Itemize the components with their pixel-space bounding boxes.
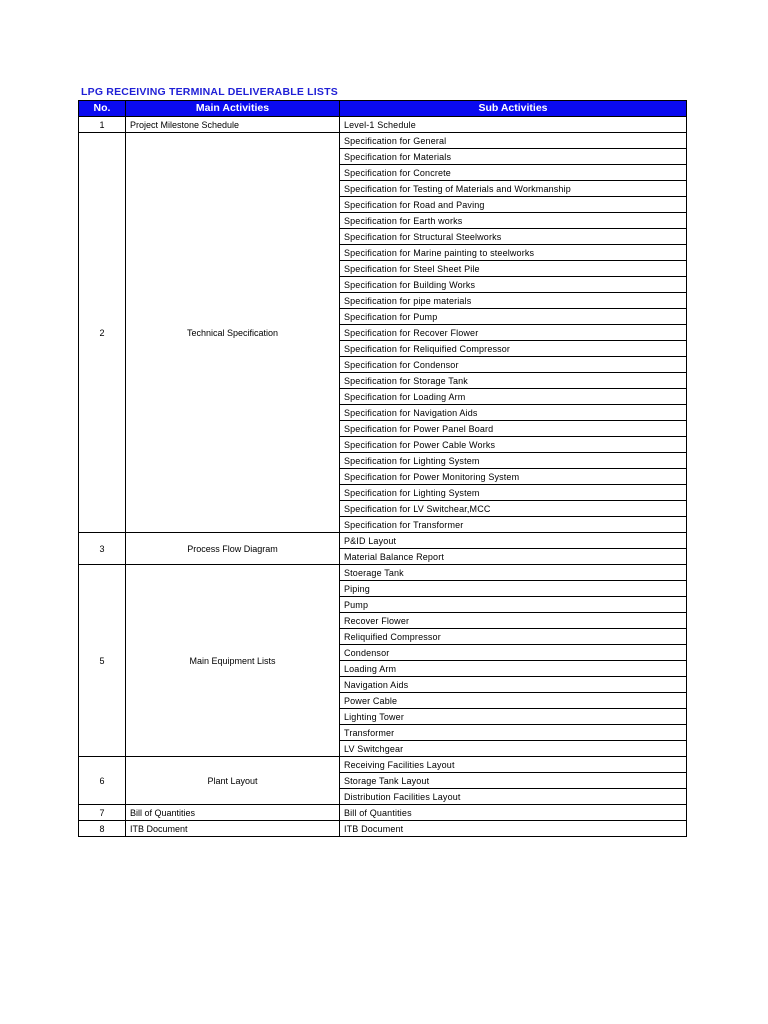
header-row bbox=[79, 101, 687, 117]
sub-activity: Specification for Transformer bbox=[340, 517, 687, 533]
sub-activity: Specification for Concrete bbox=[340, 165, 687, 181]
table-row bbox=[79, 533, 687, 549]
sub-activity: Specification for Steel Sheet Pile bbox=[340, 261, 687, 277]
sub-activity: Specification for Power Cable Works bbox=[340, 437, 687, 453]
sub-activity: Specification for Lighting System bbox=[340, 485, 687, 501]
sub-activity: Transformer bbox=[340, 725, 687, 741]
sub-activity: Specification for pipe materials bbox=[340, 293, 687, 309]
main-activity: Project Milestone Schedule bbox=[126, 117, 340, 133]
sub-activity: Specification for Structural Steelworks bbox=[340, 229, 687, 245]
header-no: No. bbox=[79, 101, 126, 117]
sub-activity: Specification for Power Panel Board bbox=[340, 421, 687, 437]
sub-activity: Lighting Tower bbox=[340, 709, 687, 725]
sub-activity: Specification for Lighting System bbox=[340, 453, 687, 469]
sub-activity: Stoerage Tank bbox=[340, 565, 687, 581]
sub-activity: Level-1 Schedule bbox=[340, 117, 687, 133]
sub-activity: Specification for Condensor bbox=[340, 357, 687, 373]
sub-activity: Specification for Earth works bbox=[340, 213, 687, 229]
row-number: 5 bbox=[79, 565, 126, 757]
sub-activity: Recover Flower bbox=[340, 613, 687, 629]
table-row bbox=[79, 805, 687, 821]
main-activity: Process Flow Diagram bbox=[126, 533, 340, 565]
sub-activity: ITB Document bbox=[340, 821, 687, 837]
sub-activity: Specification for Storage Tank bbox=[340, 373, 687, 389]
sub-activity: Specification for Pump bbox=[340, 309, 687, 325]
row-number: 8 bbox=[79, 821, 126, 837]
row-number: 1 bbox=[79, 117, 126, 133]
sub-activity: Specification for Navigation Aids bbox=[340, 405, 687, 421]
sub-activity: Specification for General bbox=[340, 133, 687, 149]
sub-activity: Specification for Power Monitoring System bbox=[340, 469, 687, 485]
sub-activity: Specification for Testing of Materials and Workmanship bbox=[340, 181, 687, 197]
sub-activity: Reliquified Compressor bbox=[340, 629, 687, 645]
sub-activity: Condensor bbox=[340, 645, 687, 661]
main-activity: Plant Layout bbox=[126, 757, 340, 805]
sub-activity: LV Switchgear bbox=[340, 741, 687, 757]
sub-activity: Loading Arm bbox=[340, 661, 687, 677]
sub-activity: P&ID Layout bbox=[340, 533, 687, 549]
sub-activity: Material Balance Report bbox=[340, 549, 687, 565]
header-main-activities: Main Activities bbox=[126, 101, 340, 117]
table-row bbox=[79, 133, 687, 149]
document-title: LPG RECEIVING TERMINAL DELIVERABLE LISTS bbox=[81, 86, 338, 98]
sub-activity: Piping bbox=[340, 581, 687, 597]
sub-activity: Specification for Materials bbox=[340, 149, 687, 165]
row-number: 7 bbox=[79, 805, 126, 821]
sub-activity: Power Cable bbox=[340, 693, 687, 709]
table-row bbox=[79, 565, 687, 581]
row-number: 3 bbox=[79, 533, 126, 565]
row-number: 6 bbox=[79, 757, 126, 805]
table-header bbox=[79, 101, 687, 117]
main-activity: ITB Document bbox=[126, 821, 340, 837]
sub-activity: Specification for Reliquified Compressor bbox=[340, 341, 687, 357]
header-sub-activities: Sub Activities bbox=[340, 101, 687, 117]
row-number: 2 bbox=[79, 133, 126, 533]
sub-activity: Bill of Quantities bbox=[340, 805, 687, 821]
sub-activity: Specification for Recover Flower bbox=[340, 325, 687, 341]
table-body bbox=[79, 117, 687, 837]
table-row bbox=[79, 757, 687, 773]
sub-activity: Pump bbox=[340, 597, 687, 613]
sub-activity: Specification for Marine painting to steelworks bbox=[340, 245, 687, 261]
sub-activity: Navigation Aids bbox=[340, 677, 687, 693]
sub-activity: Storage Tank Layout bbox=[340, 773, 687, 789]
main-activity: Main Equipment Lists bbox=[126, 565, 340, 757]
sub-activity: Receiving Facilities Layout bbox=[340, 757, 687, 773]
sub-activity: Specification for LV Switchear,MCC bbox=[340, 501, 687, 517]
table-row bbox=[79, 117, 687, 133]
sub-activity: Specification for Road and Paving bbox=[340, 197, 687, 213]
deliverables-table bbox=[78, 100, 687, 837]
main-activity: Bill of Quantities bbox=[126, 805, 340, 821]
sub-activity: Specification for Loading Arm bbox=[340, 389, 687, 405]
sub-activity: Specification for Building Works bbox=[340, 277, 687, 293]
main-activity: Technical Specification bbox=[126, 133, 340, 533]
sub-activity: Distribution Facilities Layout bbox=[340, 789, 687, 805]
table-row bbox=[79, 821, 687, 837]
